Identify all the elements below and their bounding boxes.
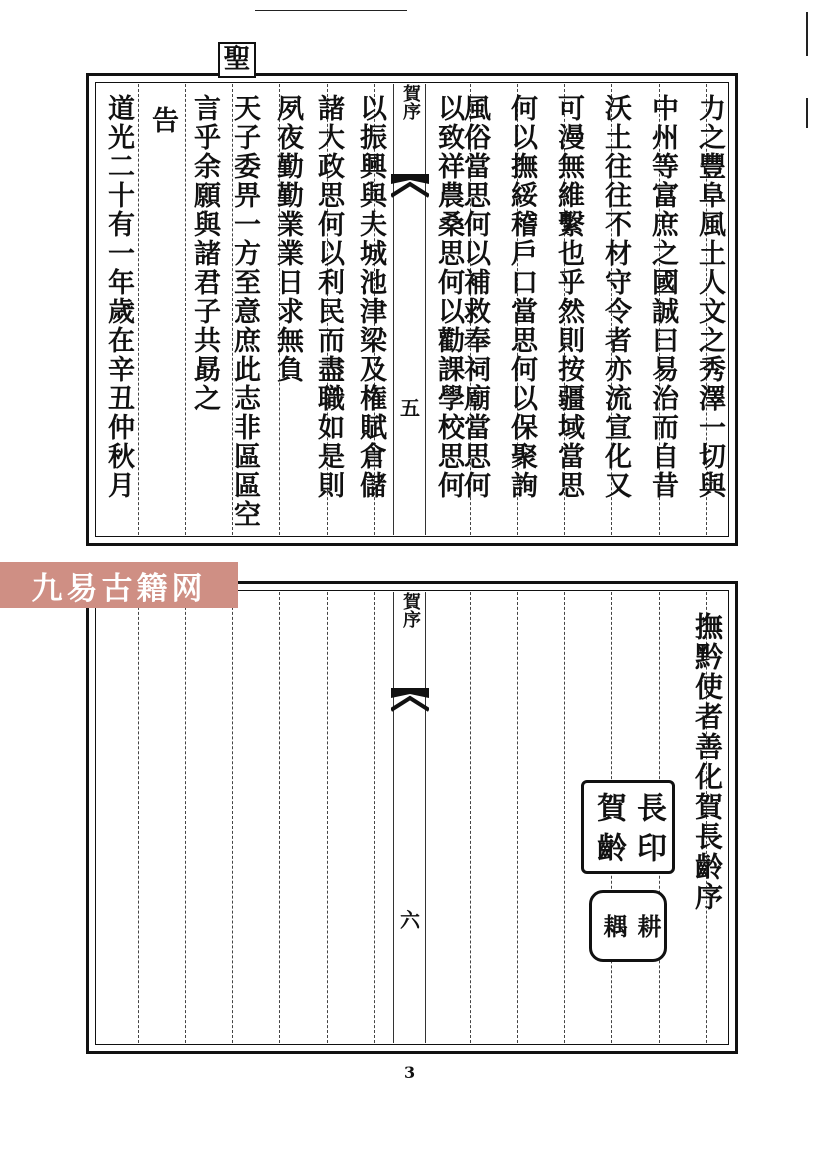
- text-column-6: 風俗當思何以補救奉祠廟當思何: [459, 94, 490, 500]
- column-rule: [138, 84, 139, 535]
- column-rule: [374, 592, 375, 1043]
- fold-rule: [393, 84, 394, 535]
- fold-rule: [425, 84, 426, 535]
- text-column-4: 可漫無維繫也乎然則按疆域當思: [553, 94, 584, 500]
- text-column-14: 道光二十有一年歲在辛丑仲秋月: [103, 94, 134, 500]
- seal-character: 長: [631, 792, 666, 822]
- fold-title: 賀序: [400, 84, 421, 120]
- seal-character: 印: [631, 832, 666, 862]
- scan-edge-line: [806, 98, 808, 128]
- square-seal: [581, 780, 675, 874]
- column-rule: [232, 592, 233, 1043]
- scan-page-number: 3: [404, 1063, 416, 1082]
- fold-center-column: [397, 584, 423, 1051]
- fold-page-number: 五: [400, 396, 420, 420]
- scan-edge-line: [806, 12, 808, 56]
- column-rule: [185, 84, 186, 535]
- text-column-9: 諸大政思何以利民而盡職如是則: [313, 94, 344, 500]
- site-watermark: 九易古籍网: [0, 562, 238, 608]
- round-cornered-seal: [589, 890, 667, 962]
- seal-character: 齡: [591, 832, 626, 862]
- text-column-8: 以振興與夫城池津梁及権賦倉儲: [355, 94, 386, 500]
- column-rule: [564, 592, 565, 1043]
- text-column-3: 沃土往往不材守令者亦流宣化又: [600, 94, 631, 500]
- fold-rule: [393, 592, 394, 1043]
- text-column-11: 天子委畀一方至意庶此志非區區空: [229, 94, 260, 529]
- fold-rule: [425, 592, 426, 1043]
- column-rule: [279, 592, 280, 1043]
- text-column-1: 力之豐阜風土人文之秀澤一切與: [694, 94, 725, 500]
- raised-honorific-character: 聖: [218, 42, 256, 78]
- column-rule: [185, 592, 186, 1043]
- text-column-13: 告: [147, 106, 178, 135]
- text-column-10: 夙夜勤勤業業日求無負: [272, 94, 303, 384]
- column-rule: [138, 592, 139, 1043]
- signature-column: 撫黔使者善化賀長齡序: [691, 612, 724, 912]
- fold-page-number: 六: [400, 908, 420, 932]
- column-rule: [327, 592, 328, 1043]
- text-column-7: 以致祥農桑思何以勸課學校思何: [433, 94, 464, 500]
- fishtail-mark: [391, 174, 429, 202]
- top-page-frame: [86, 73, 738, 546]
- fishtail-mark: [391, 688, 429, 716]
- fold-center-column: [397, 76, 423, 543]
- text-column-2: 中州等富庶之國誠曰易治而自昔: [647, 94, 678, 500]
- bottom-page-frame: [86, 581, 738, 1054]
- column-rule: [517, 592, 518, 1043]
- fold-title: 賀序: [400, 592, 421, 628]
- scan-edge-line: [255, 10, 407, 11]
- seal-character: 耕: [633, 914, 662, 938]
- column-rule: [470, 592, 471, 1043]
- seal-character: 耦: [599, 914, 628, 938]
- text-column-5: 何以撫綏稽戶口當思何以保聚詢: [506, 94, 537, 500]
- text-column-12: 言乎余願與諸君子共勗之: [189, 94, 220, 413]
- seal-character: 賀: [591, 792, 626, 822]
